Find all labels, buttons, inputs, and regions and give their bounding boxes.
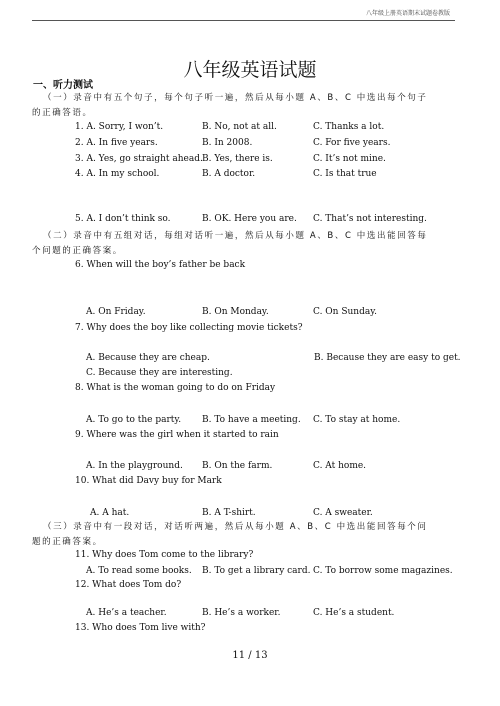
q7-option-b: B. Because they are easy to get. — [314, 353, 461, 363]
q10-option-b: B. A T-shirt. — [202, 508, 256, 518]
q6-option-c: C. On Sunday. — [313, 307, 377, 317]
q3-option-b: B. Yes, there is. — [202, 154, 273, 164]
q12-option-c: C. He’s a student. — [313, 608, 395, 618]
running-header: 八年级上册英语期末试题卷教版 — [365, 10, 450, 17]
q11-option-b: B. To get a library card. — [202, 566, 311, 576]
q10-option-c: C. A sweater. — [313, 508, 373, 518]
q12-question: 12. What does Tom do? — [75, 580, 182, 590]
part3-instruction-line1: （三）录音中有一段对话，对话听两遍，然后从每小题 A、B、C 中选出能回答每个问 — [43, 522, 428, 532]
section-heading: 一、听力测试 — [33, 80, 93, 91]
q8-option-c: C. To stay at home. — [313, 415, 401, 425]
q1-option-b: B. No, not at all. — [202, 122, 277, 132]
q6-option-a: A. On Friday. — [86, 307, 146, 317]
part1-instruction-line1: （一）录音中有五个句子，每个句子听一遍，然后从每小题 A、B、C 中选出每个句子 — [43, 93, 428, 103]
q2-option-a: 2. A. In five years. — [75, 138, 158, 148]
q10-option-a: A. A hat. — [90, 508, 130, 518]
q9-question: 9. Where was the girl when it started to rain — [75, 430, 279, 440]
part1-instruction-line2: 的正确答语。 — [32, 108, 93, 118]
part3-instruction-line2: 题的正确答案。 — [32, 537, 103, 547]
q11-question: 11. Why does Tom come to the library? — [75, 550, 254, 560]
q8-option-b: B. To have a meeting. — [202, 415, 301, 425]
q9-option-a: A. In the playground. — [86, 461, 183, 471]
q6-question: 6. When will the boy’s father be back — [75, 260, 246, 270]
q10-question: 10. What did Davy buy for Mark — [75, 476, 222, 486]
q12-option-a: A. He’s a teacher. — [86, 608, 167, 618]
q7-option-a: A. Because they are cheap. — [86, 353, 210, 363]
q3-option-a: 3. A. Yes, go straight ahead. — [75, 154, 203, 164]
q5-option-b: B. OK. Here you are. — [202, 214, 297, 224]
q8-option-a: A. To go to the party. — [86, 415, 182, 425]
q4-option-c: C. Is that true — [313, 169, 377, 179]
q7-option-c: C. Because they are interesting. — [86, 368, 233, 378]
q4-option-a: 4. A. In my school. — [75, 169, 160, 179]
part2-instruction-line2: 个问题的正确答案。 — [32, 246, 123, 256]
q11-option-a: A. To read some books. — [86, 566, 192, 576]
page-number: 11 / 13 — [232, 650, 268, 661]
q2-option-c: C. For five years. — [313, 138, 391, 148]
q13-question: 13. Who does Tom live with? — [75, 623, 206, 633]
q7-question: 7. Why does the boy like collecting movie tickets? — [75, 323, 303, 333]
header-divider — [32, 20, 455, 21]
q2-option-b: B. In 2008. — [202, 138, 253, 148]
q5-option-a: 5. A. I don’t think so. — [75, 214, 171, 224]
part2-instruction-line1: （二）录音中有五组对话，每组对话听一遍，然后从每小题 A、B、C 中选出能回答每 — [43, 231, 428, 241]
q12-option-b: B. He’s a worker. — [202, 608, 281, 618]
q3-option-c: C. It’s not mine. — [313, 154, 386, 164]
q6-option-b: B. On Monday. — [202, 307, 269, 317]
page-title: 八年级英语试题 — [183, 59, 317, 81]
part1-instruction — [43, 91, 448, 106]
q4-option-b: B. A doctor. — [202, 169, 256, 179]
q8-question: 8. What is the woman going to do on Friday — [75, 383, 276, 393]
q5-option-c: C. That’s not interesting. — [313, 214, 427, 224]
q1-option-c: C. Thanks a lot. — [313, 122, 385, 132]
q9-option-b: B. On the farm. — [202, 461, 273, 471]
q9-option-c: C. At home. — [313, 461, 367, 471]
q11-option-c: C. To borrow some magazines. — [313, 566, 453, 576]
q1-option-a: 1. A. Sorry, I won’t. — [75, 122, 164, 132]
